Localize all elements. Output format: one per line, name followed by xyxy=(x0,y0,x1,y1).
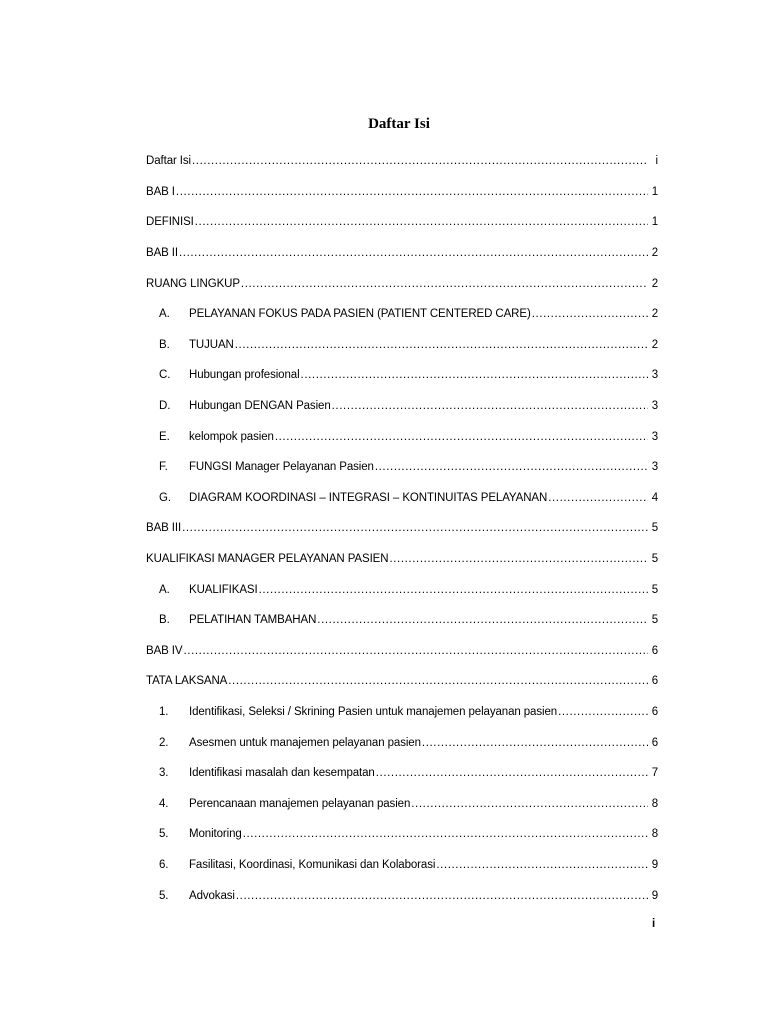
toc-entry-label: Daftar Isi xyxy=(146,155,192,168)
toc-dot-leader xyxy=(195,216,648,228)
toc-entry[interactable] xyxy=(146,819,658,850)
toc-entry-page: 6 xyxy=(651,736,658,749)
toc-entry-page: 3 xyxy=(651,369,658,382)
toc-entry[interactable] xyxy=(146,391,658,422)
toc-dot-leader xyxy=(183,645,648,657)
toc-dot-leader xyxy=(182,522,648,534)
toc-entry-number: E. xyxy=(159,430,170,443)
toc-entry[interactable] xyxy=(146,697,658,728)
toc-entry-label: Advokasi xyxy=(189,889,235,902)
toc-entry[interactable] xyxy=(146,299,658,330)
toc-dot-leader xyxy=(301,369,648,381)
toc-dot-leader xyxy=(259,584,648,596)
toc-dot-leader xyxy=(236,890,648,902)
toc-entry-page: 5 xyxy=(651,583,658,596)
toc-dot-leader xyxy=(243,828,648,840)
toc-entry-number: 5. xyxy=(159,889,169,902)
toc-entry-page: 2 xyxy=(651,338,658,351)
toc-entry[interactable] xyxy=(146,788,658,819)
toc-entry[interactable] xyxy=(146,758,658,789)
toc-entry-number: 2. xyxy=(159,736,169,749)
toc-entry-label: TUJUAN xyxy=(189,338,234,351)
toc-entry[interactable] xyxy=(146,483,658,514)
toc-dot-leader xyxy=(179,247,648,259)
toc-entry-label: Hubungan profesional xyxy=(189,369,300,382)
toc-entry[interactable] xyxy=(146,544,658,575)
toc-entry-page: 9 xyxy=(651,889,658,902)
toc-entry-label: DEFINISI xyxy=(146,216,194,229)
toc-dot-leader xyxy=(375,461,648,473)
toc-entry-page: 5 xyxy=(651,522,658,535)
toc-entry-page: 2 xyxy=(651,247,658,260)
toc-entry-page: 3 xyxy=(651,400,658,413)
toc-entry-label: TATA LAKSANA xyxy=(146,675,228,688)
toc-entry-label: Identifikasi, Seleksi / Skrining Pasien untuk manajemen pelayanan pasien xyxy=(189,705,558,718)
toc-entry-label: Monitoring xyxy=(189,828,242,841)
toc-entry-page: 7 xyxy=(651,767,658,780)
toc-entry-label: BAB IV xyxy=(146,644,183,657)
toc-entry-page: 3 xyxy=(651,430,658,443)
toc-entry-number: B. xyxy=(159,614,170,627)
toc-entry[interactable] xyxy=(146,238,658,269)
toc-entry-label: FUNGSI Manager Pelayanan Pasien xyxy=(189,461,374,474)
toc-entry-page: 5 xyxy=(651,553,658,566)
toc-entry-page: 6 xyxy=(651,675,658,688)
toc-entry-number: D. xyxy=(159,400,171,413)
toc-entry-label: KUALIFIKASI xyxy=(189,583,258,596)
toc-entry-label: BAB III xyxy=(146,522,182,535)
toc-entry-page: 5 xyxy=(651,614,658,627)
toc-entry-page: 6 xyxy=(651,644,658,657)
toc-entry-label: KUALIFIKASI MANAGER PELAYANAN PASIEN xyxy=(146,553,389,566)
toc-entry-page: 9 xyxy=(651,858,658,871)
toc-entry[interactable] xyxy=(146,360,658,391)
toc-dot-leader xyxy=(332,400,648,412)
toc-entry-label: RUANG LINGKUP xyxy=(146,277,240,290)
toc-entry[interactable] xyxy=(146,850,658,881)
toc-entry[interactable] xyxy=(146,880,658,911)
toc-entry-page: i xyxy=(655,155,658,168)
toc-dot-leader xyxy=(192,155,648,167)
toc-dot-leader xyxy=(548,492,648,504)
toc-entry-number: A. xyxy=(159,308,170,321)
toc-dot-leader xyxy=(436,859,648,871)
toc-entry-label: Asesmen untuk manajemen pelayanan pasien xyxy=(189,736,421,749)
toc-dot-leader xyxy=(176,186,648,198)
toc-entry-label: PELAYANAN FOKUS PADA PASIEN (PATIENT CENTERED CARE) xyxy=(189,308,531,321)
toc-dot-leader xyxy=(235,339,648,351)
toc-entry-page: 8 xyxy=(651,828,658,841)
toc-dot-leader xyxy=(241,278,648,290)
toc-entry[interactable] xyxy=(146,727,658,758)
toc-entry[interactable] xyxy=(146,452,658,483)
toc-entry-page: 8 xyxy=(651,797,658,810)
toc-entry-label: Perencanaan manajemen pelayanan pasien xyxy=(189,797,411,810)
toc-dot-leader xyxy=(275,431,648,443)
toc-entry-number: A. xyxy=(159,583,170,596)
toc-entry-number: 1. xyxy=(159,705,169,718)
toc-dot-leader xyxy=(376,767,648,779)
toc-entry[interactable] xyxy=(146,574,658,605)
toc-entry[interactable] xyxy=(146,605,658,636)
toc-entry[interactable] xyxy=(146,330,658,361)
toc-entry-number: 5. xyxy=(159,828,169,841)
toc-entry-label: BAB I xyxy=(146,185,175,198)
toc-entry-label: Identifikasi masalah dan kesempatan xyxy=(189,767,375,780)
toc-entry[interactable] xyxy=(146,666,658,697)
toc-entry-number: B. xyxy=(159,338,170,351)
toc-entry[interactable] xyxy=(146,146,658,177)
toc-entry-label: Fasilitasi, Koordinasi, Komunikasi dan Kolaborasi xyxy=(189,858,436,871)
toc-entry-label: Hubungan DENGAN Pasien xyxy=(189,400,331,413)
toc-entry-label: PELATIHAN TAMBAHAN xyxy=(189,614,317,627)
toc-entry-page: 2 xyxy=(651,277,658,290)
toc-dot-leader xyxy=(422,737,648,749)
toc-entry-page: 2 xyxy=(651,308,658,321)
toc-entry-page: 1 xyxy=(651,185,658,198)
toc-entry-label: kelompok pasien xyxy=(189,430,274,443)
toc-entry-label: BAB II xyxy=(146,247,178,260)
toc-entry-number: 3. xyxy=(159,767,169,780)
toc-dot-leader xyxy=(558,706,648,718)
toc-dot-leader xyxy=(532,308,648,320)
toc-entry[interactable] xyxy=(146,268,658,299)
toc-dot-leader xyxy=(389,553,648,565)
page-number: i xyxy=(652,918,656,930)
toc-dot-leader xyxy=(228,675,648,687)
toc-entry[interactable] xyxy=(146,207,658,238)
toc-entry-page: 6 xyxy=(651,705,658,718)
toc-title: Daftar Isi xyxy=(368,116,430,132)
toc-entry-number: G. xyxy=(159,491,171,504)
toc-entry[interactable] xyxy=(146,421,658,452)
toc-entry[interactable] xyxy=(146,177,658,208)
toc-entry-page: 4 xyxy=(651,491,658,504)
toc-entry-label: DIAGRAM KOORDINASI – INTEGRASI – KONTINUITAS PELAYANAN xyxy=(189,491,548,504)
toc-entry-number: C. xyxy=(159,369,171,382)
toc-entry-number: 4. xyxy=(159,797,169,810)
toc-entry-page: 1 xyxy=(651,216,658,229)
toc-entry-page: 3 xyxy=(651,461,658,474)
table-of-contents xyxy=(146,146,658,911)
toc-entry[interactable] xyxy=(146,513,658,544)
toc-entry[interactable] xyxy=(146,636,658,667)
toc-entry-number: F. xyxy=(159,461,168,474)
toc-entry-number: 6. xyxy=(159,858,169,871)
toc-dot-leader xyxy=(317,614,648,626)
toc-dot-leader xyxy=(411,798,648,810)
